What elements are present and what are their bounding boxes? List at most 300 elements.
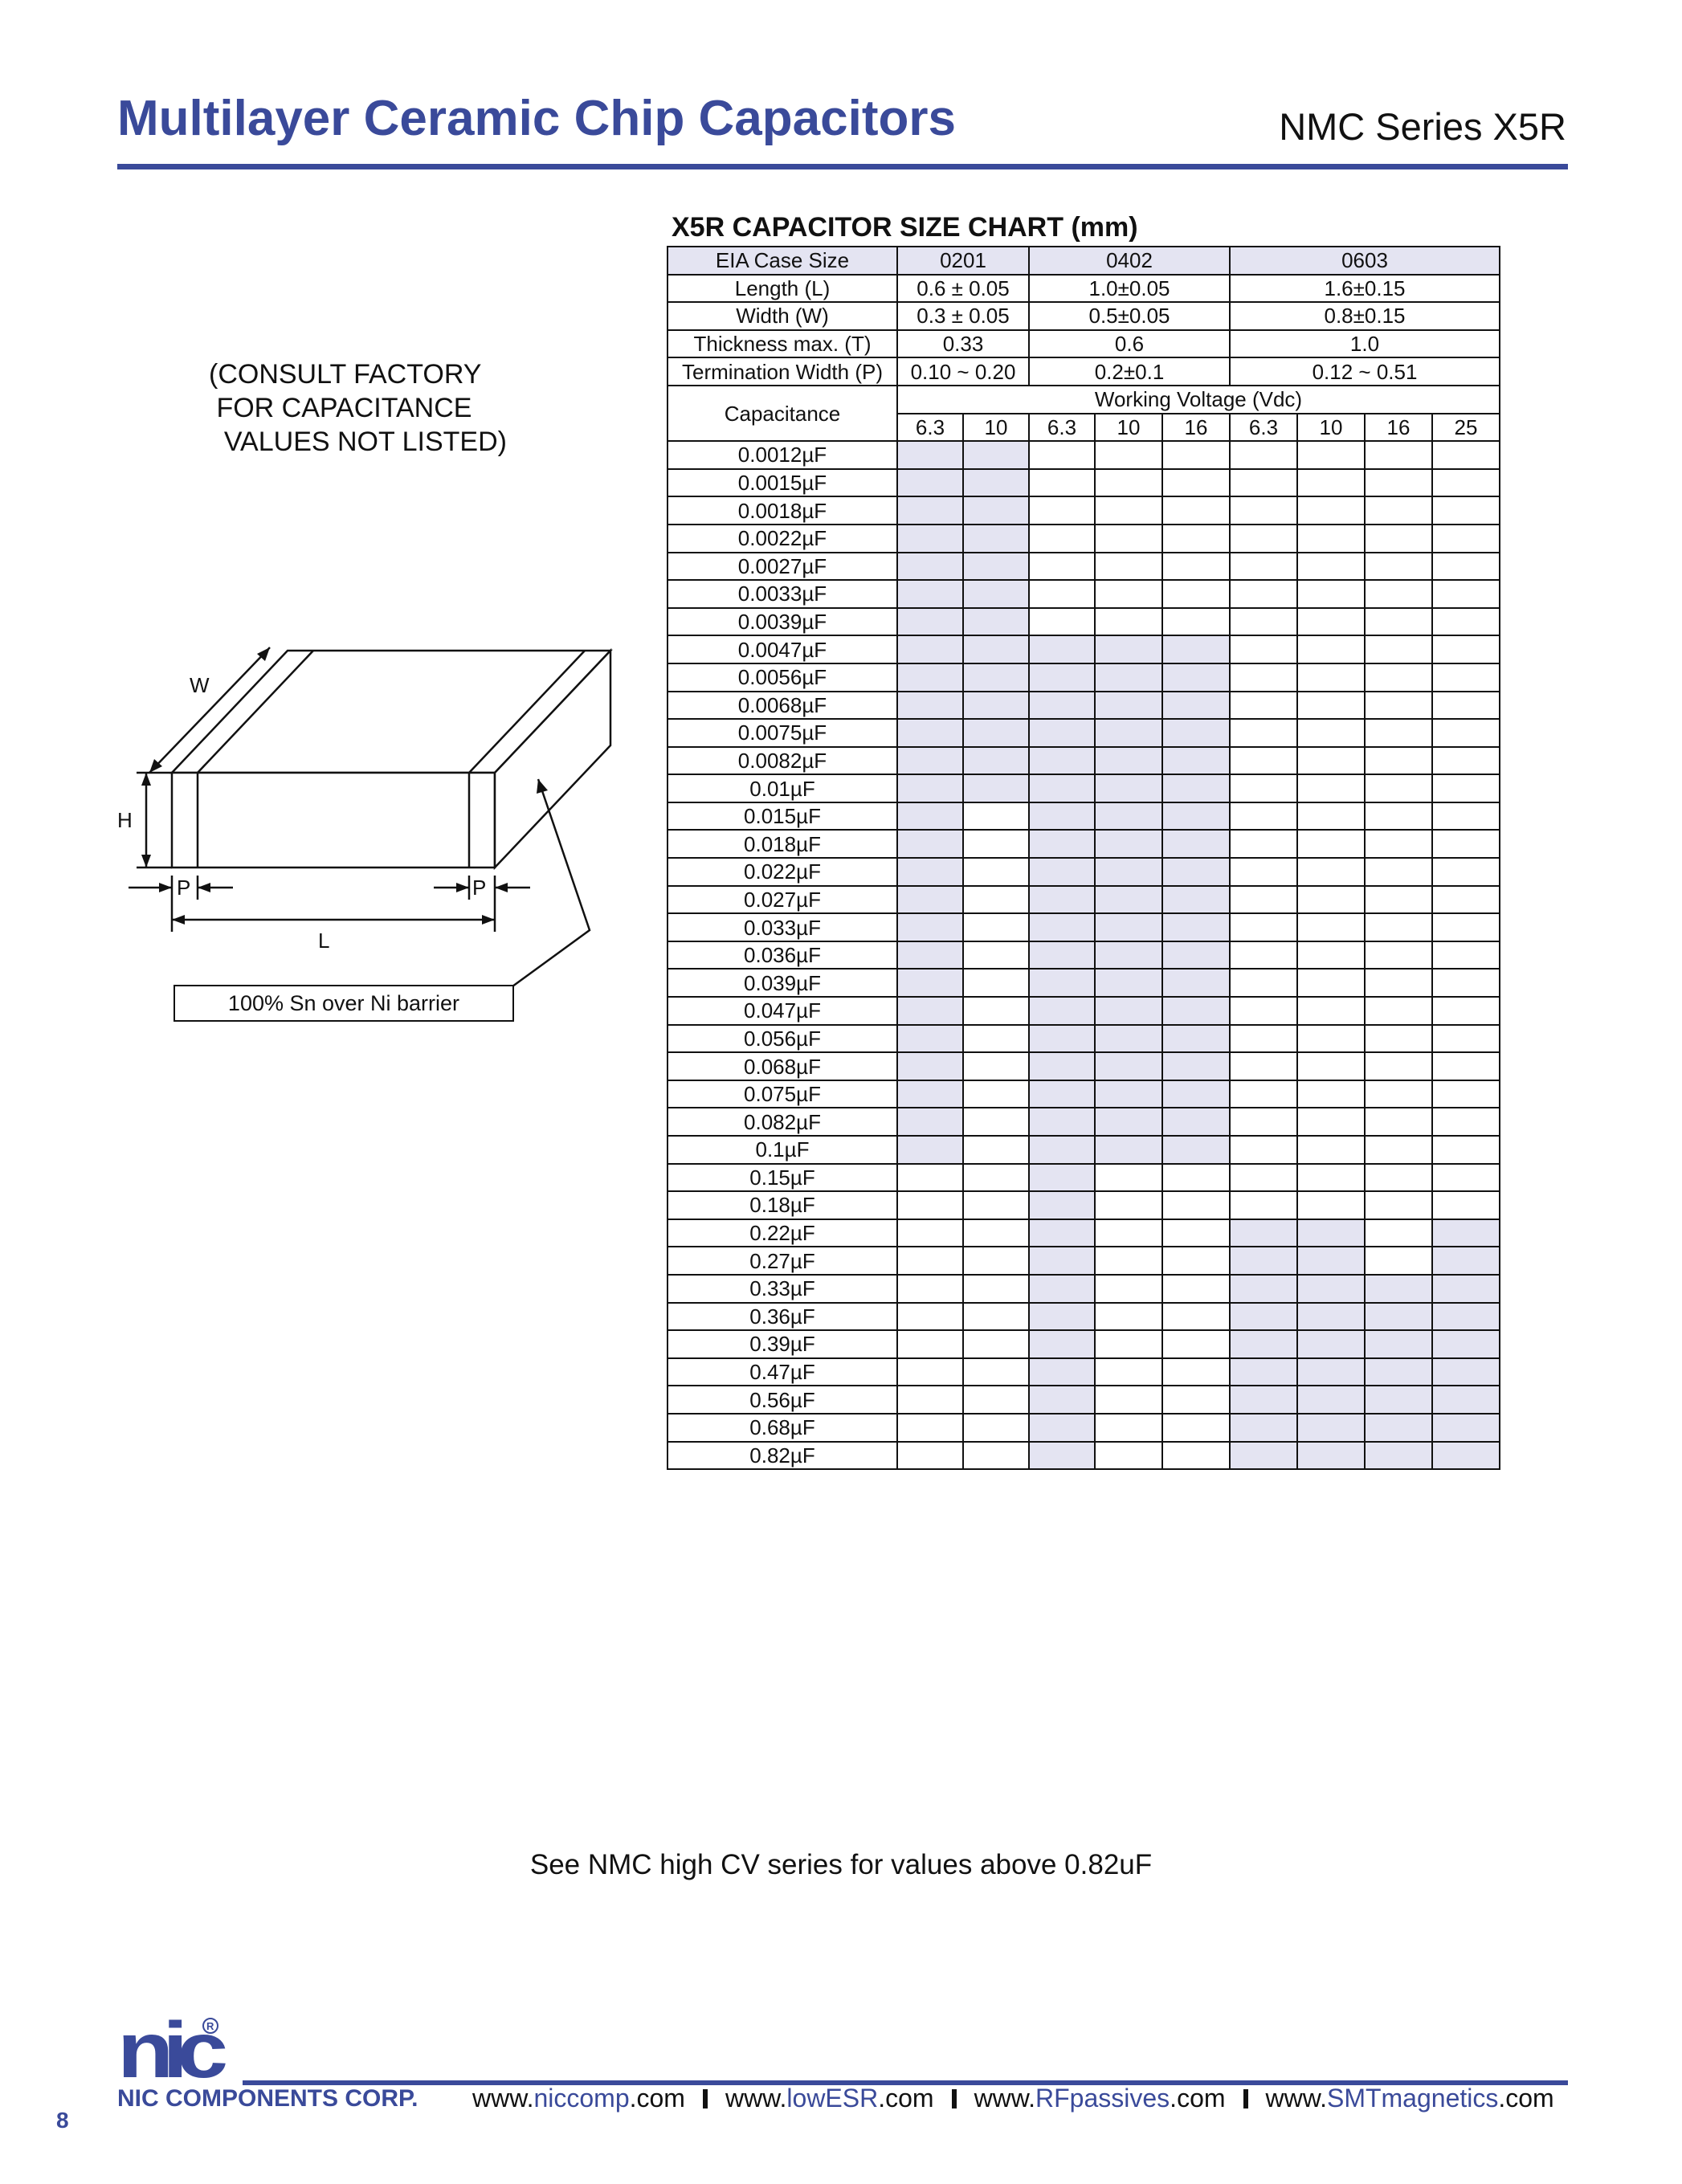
capacitance-row: [667, 553, 1500, 581]
empty-cell: [963, 1219, 1029, 1247]
empty-cell: [1297, 747, 1365, 775]
empty-cell: [1297, 802, 1365, 831]
available-cell: [1230, 1219, 1297, 1247]
empty-cell: [1230, 886, 1297, 914]
available-cell: [897, 913, 963, 941]
empty-cell: [897, 1303, 963, 1331]
available-cell: [1029, 913, 1095, 941]
empty-cell: [1230, 1136, 1297, 1164]
empty-cell: [1365, 635, 1432, 663]
empty-cell: [1095, 525, 1162, 553]
empty-cell: [1297, 1052, 1365, 1080]
available-cell: [963, 635, 1029, 663]
available-cell: [1029, 886, 1095, 914]
available-cell: [1432, 1330, 1500, 1358]
available-cell: [1095, 969, 1162, 997]
website-link-post: .com: [1170, 2084, 1226, 2113]
available-cell: [897, 802, 963, 831]
empty-cell: [897, 1275, 963, 1303]
empty-cell: [1297, 1164, 1365, 1192]
capacitance-row: [667, 1219, 1500, 1247]
empty-cell: [1365, 1136, 1432, 1164]
termination-0201: 0.10 ~ 0.20: [897, 357, 1029, 386]
empty-cell: [1297, 858, 1365, 886]
capacitance-row: [667, 997, 1500, 1025]
empty-cell: [1365, 1080, 1432, 1108]
available-cell: [1365, 1386, 1432, 1414]
empty-cell: [963, 1303, 1029, 1331]
available-cell: [1230, 1303, 1297, 1331]
empty-cell: [1365, 608, 1432, 636]
capacitance-value: 0.033µF: [667, 913, 897, 941]
empty-cell: [1297, 525, 1365, 553]
capacitance-row: [667, 496, 1500, 525]
size-chart-table: [667, 246, 1500, 1470]
empty-cell: [1432, 997, 1500, 1025]
empty-cell: [963, 913, 1029, 941]
empty-cell: [1432, 969, 1500, 997]
chart-title: X5R CAPACITOR SIZE CHART (mm): [672, 212, 1138, 243]
voltage-cell: 10: [963, 414, 1029, 442]
length-0201: 0.6 ± 0.05: [897, 275, 1029, 303]
empty-cell: [1230, 1108, 1297, 1136]
available-cell: [1029, 1136, 1095, 1164]
available-cell: [1432, 1414, 1500, 1442]
empty-cell: [897, 1247, 963, 1275]
available-cell: [1029, 802, 1095, 831]
website-link-post: .com: [878, 2084, 934, 2113]
empty-cell: [1162, 553, 1230, 581]
website-link-post: .com: [629, 2084, 685, 2113]
empty-cell: [1230, 1025, 1297, 1053]
empty-cell: [1162, 1358, 1230, 1386]
empty-cell: [1365, 858, 1432, 886]
available-cell: [1095, 1025, 1162, 1053]
available-cell: [1029, 1219, 1095, 1247]
empty-cell: [1365, 969, 1432, 997]
empty-cell: [1432, 580, 1500, 608]
empty-cell: [1095, 1219, 1162, 1247]
empty-cell: [963, 941, 1029, 970]
available-cell: [1029, 1025, 1095, 1053]
empty-cell: [1365, 1164, 1432, 1192]
empty-cell: [1230, 608, 1297, 636]
available-cell: [897, 941, 963, 970]
empty-cell: [1230, 1191, 1297, 1219]
capacitance-value: 0.39µF: [667, 1330, 897, 1358]
empty-cell: [1432, 774, 1500, 802]
available-cell: [1297, 1275, 1365, 1303]
empty-cell: [1432, 663, 1500, 692]
available-cell: [897, 1136, 963, 1164]
available-cell: [1029, 1442, 1095, 1470]
voltage-cell: 16: [1162, 414, 1230, 442]
voltage-cell: 6.3: [1230, 414, 1297, 442]
capacitance-value: 0.0018µF: [667, 496, 897, 525]
available-cell: [963, 525, 1029, 553]
available-cell: [1365, 1414, 1432, 1442]
available-cell: [1432, 1442, 1500, 1470]
available-cell: [1029, 663, 1095, 692]
available-cell: [1230, 1330, 1297, 1358]
empty-cell: [963, 830, 1029, 858]
available-cell: [1162, 692, 1230, 720]
empty-cell: [963, 886, 1029, 914]
capacitance-value: 0.0012µF: [667, 441, 897, 469]
capacitance-row: [667, 692, 1500, 720]
empty-cell: [1432, 635, 1500, 663]
link-separator: [952, 2089, 957, 2108]
empty-cell: [897, 1442, 963, 1470]
capacitance-value: 0.018µF: [667, 830, 897, 858]
empty-cell: [1432, 441, 1500, 469]
capacitance-row: [667, 1275, 1500, 1303]
empty-cell: [1297, 469, 1365, 497]
empty-cell: [1230, 692, 1297, 720]
empty-cell: [1095, 469, 1162, 497]
series-name: NMC Series X5R: [1279, 105, 1566, 148]
consult-note: (CONSULT FACTORY FOR CAPACITANCE VALUES NOT LISTED): [209, 359, 507, 457]
voltage-header-row: [667, 386, 1500, 414]
available-cell: [1162, 969, 1230, 997]
empty-cell: [963, 1414, 1029, 1442]
available-cell: [1029, 1108, 1095, 1136]
link-separator: [1243, 2089, 1248, 2108]
capacitance-value: 0.0015µF: [667, 469, 897, 497]
voltage-cell: 6.3: [897, 414, 963, 442]
available-cell: [1230, 1386, 1297, 1414]
available-cell: [1095, 1052, 1162, 1080]
capacitance-row: [667, 1052, 1500, 1080]
available-cell: [1095, 747, 1162, 775]
empty-cell: [1432, 1191, 1500, 1219]
empty-cell: [1432, 886, 1500, 914]
available-cell: [1095, 1108, 1162, 1136]
capacitance-value: 0.0068µF: [667, 692, 897, 720]
capacitance-value: 0.056µF: [667, 1025, 897, 1053]
available-cell: [897, 608, 963, 636]
empty-cell: [1162, 1219, 1230, 1247]
available-cell: [897, 747, 963, 775]
capacitance-row: [667, 941, 1500, 970]
empty-cell: [1365, 525, 1432, 553]
capacitance-row: [667, 1191, 1500, 1219]
empty-cell: [1230, 441, 1297, 469]
available-cell: [1029, 1164, 1095, 1192]
empty-cell: [1432, 608, 1500, 636]
empty-cell: [1029, 496, 1095, 525]
empty-cell: [1297, 1108, 1365, 1136]
thickness-0201: 0.33: [897, 330, 1029, 358]
empty-cell: [1095, 1330, 1162, 1358]
available-cell: [1162, 858, 1230, 886]
available-cell: [897, 469, 963, 497]
empty-cell: [1365, 553, 1432, 581]
empty-cell: [1095, 1442, 1162, 1470]
available-cell: [1029, 1303, 1095, 1331]
available-cell: [897, 663, 963, 692]
empty-cell: [1162, 1442, 1230, 1470]
thickness-label: Thickness max. (T): [667, 330, 897, 358]
empty-cell: [1162, 525, 1230, 553]
available-cell: [1095, 1080, 1162, 1108]
voltage-cell: 16: [1365, 414, 1432, 442]
termination-row: [667, 357, 1500, 386]
capacitance-row: [667, 719, 1500, 747]
capacitance-row: [667, 1303, 1500, 1331]
h-label: H: [117, 808, 133, 832]
company-name: NIC COMPONENTS CORP.: [117, 2085, 418, 2112]
capacitance-value: 0.33µF: [667, 1275, 897, 1303]
capacitance-value: 0.0082µF: [667, 747, 897, 775]
voltage-cell: 10: [1297, 414, 1365, 442]
empty-cell: [963, 1247, 1029, 1275]
empty-cell: [897, 1219, 963, 1247]
empty-cell: [1297, 886, 1365, 914]
capacitance-row: [667, 663, 1500, 692]
available-cell: [897, 969, 963, 997]
capacitance-value: 0.039µF: [667, 969, 897, 997]
website-link[interactable]: [1266, 2084, 1554, 2113]
empty-cell: [1432, 1136, 1500, 1164]
empty-cell: [1365, 580, 1432, 608]
capacitance-row: [667, 441, 1500, 469]
available-cell: [1365, 1330, 1432, 1358]
empty-cell: [963, 1136, 1029, 1164]
capacitance-row: [667, 1414, 1500, 1442]
capacitance-row: [667, 635, 1500, 663]
capacitance-row: [667, 774, 1500, 802]
empty-cell: [1365, 997, 1432, 1025]
length-0603: 1.6±0.15: [1230, 275, 1500, 303]
capacitance-value: 0.1µF: [667, 1136, 897, 1164]
empty-cell: [1432, 858, 1500, 886]
empty-cell: [1230, 969, 1297, 997]
available-cell: [1095, 802, 1162, 831]
capacitance-label: Capacitance: [667, 386, 897, 441]
available-cell: [1162, 1136, 1230, 1164]
working-voltage-label: Working Voltage (Vdc): [897, 386, 1500, 414]
empty-cell: [1297, 941, 1365, 970]
length-0402: 1.0±0.05: [1029, 275, 1230, 303]
empty-cell: [1230, 941, 1297, 970]
empty-cell: [1162, 1386, 1230, 1414]
available-cell: [897, 1052, 963, 1080]
case-0201: 0201: [897, 247, 1029, 275]
nic-logo: [117, 2016, 238, 2080]
available-cell: [1162, 802, 1230, 831]
empty-cell: [1365, 1108, 1432, 1136]
p-left-label: P: [177, 876, 191, 900]
empty-cell: [897, 1191, 963, 1219]
voltage-cell: 6.3: [1029, 414, 1095, 442]
available-cell: [1162, 997, 1230, 1025]
voltage-cell: 25: [1432, 414, 1500, 442]
empty-cell: [1230, 663, 1297, 692]
capacitance-row: [667, 1247, 1500, 1275]
empty-cell: [1029, 580, 1095, 608]
capacitance-value: 0.68µF: [667, 1414, 897, 1442]
empty-cell: [1365, 830, 1432, 858]
website-link-hl: SMTmagnetics: [1326, 2084, 1499, 2113]
empty-cell: [1162, 469, 1230, 497]
empty-cell: [1162, 441, 1230, 469]
capacitance-row: [667, 886, 1500, 914]
capacitance-value: 0.36µF: [667, 1303, 897, 1331]
capacitance-row: [667, 580, 1500, 608]
available-cell: [963, 553, 1029, 581]
capacitance-value: 0.0033µF: [667, 580, 897, 608]
empty-cell: [1432, 1108, 1500, 1136]
available-cell: [1029, 1414, 1095, 1442]
website-link-pre: www.: [725, 2084, 787, 2113]
empty-cell: [1297, 496, 1365, 525]
empty-cell: [1029, 525, 1095, 553]
empty-cell: [1162, 1303, 1230, 1331]
available-cell: [1029, 635, 1095, 663]
available-cell: [897, 553, 963, 581]
capacitance-row: [667, 802, 1500, 831]
available-cell: [1095, 719, 1162, 747]
l-label: L: [318, 929, 330, 953]
available-cell: [897, 635, 963, 663]
available-cell: [897, 692, 963, 720]
empty-cell: [1365, 1247, 1432, 1275]
empty-cell: [1432, 719, 1500, 747]
available-cell: [1095, 830, 1162, 858]
available-cell: [1095, 886, 1162, 914]
capacitance-value: 0.18µF: [667, 1191, 897, 1219]
capacitance-value: 0.47µF: [667, 1358, 897, 1386]
empty-cell: [963, 1358, 1029, 1386]
available-cell: [963, 774, 1029, 802]
empty-cell: [1095, 1303, 1162, 1331]
available-cell: [897, 886, 963, 914]
available-cell: [963, 608, 1029, 636]
empty-cell: [1365, 1191, 1432, 1219]
termination-finish-callout: 100% Sn over Ni barrier: [174, 985, 514, 1022]
capacitance-value: 0.075µF: [667, 1080, 897, 1108]
available-cell: [1029, 774, 1095, 802]
empty-cell: [1230, 525, 1297, 553]
website-link[interactable]: [974, 2084, 1226, 2113]
available-cell: [1432, 1386, 1500, 1414]
empty-cell: [1365, 1025, 1432, 1053]
available-cell: [1162, 886, 1230, 914]
website-link[interactable]: [725, 2084, 934, 2113]
available-cell: [1029, 858, 1095, 886]
capacitance-row: [667, 608, 1500, 636]
available-cell: [1230, 1275, 1297, 1303]
available-cell: [897, 997, 963, 1025]
capacitance-row: [667, 525, 1500, 553]
empty-cell: [1095, 441, 1162, 469]
website-link[interactable]: [472, 2084, 685, 2113]
empty-cell: [1230, 553, 1297, 581]
available-cell: [1095, 1136, 1162, 1164]
available-cell: [1365, 1358, 1432, 1386]
empty-cell: [1432, 830, 1500, 858]
empty-cell: [963, 1025, 1029, 1053]
empty-cell: [1297, 663, 1365, 692]
available-cell: [897, 1108, 963, 1136]
empty-cell: [1230, 774, 1297, 802]
available-cell: [1029, 1330, 1095, 1358]
empty-cell: [963, 1442, 1029, 1470]
w-label: W: [190, 673, 210, 697]
available-cell: [897, 1025, 963, 1053]
available-cell: [1162, 1052, 1230, 1080]
available-cell: [1230, 1414, 1297, 1442]
empty-cell: [1432, 553, 1500, 581]
empty-cell: [897, 1414, 963, 1442]
thickness-row: [667, 330, 1500, 358]
available-cell: [1365, 1275, 1432, 1303]
available-cell: [1297, 1442, 1365, 1470]
available-cell: [897, 1080, 963, 1108]
available-cell: [1095, 858, 1162, 886]
case-size-label: EIA Case Size: [667, 247, 897, 275]
empty-cell: [1365, 802, 1432, 831]
width-0201: 0.3 ± 0.05: [897, 302, 1029, 330]
empty-cell: [1230, 719, 1297, 747]
empty-cell: [1230, 747, 1297, 775]
available-cell: [897, 830, 963, 858]
available-cell: [1162, 663, 1230, 692]
empty-cell: [1432, 1025, 1500, 1053]
available-cell: [897, 580, 963, 608]
available-cell: [897, 774, 963, 802]
available-cell: [1029, 1080, 1095, 1108]
available-cell: [1095, 692, 1162, 720]
length-label: Length (L): [667, 275, 897, 303]
width-0402: 0.5±0.05: [1029, 302, 1230, 330]
capacitance-value: 0.0022µF: [667, 525, 897, 553]
empty-cell: [963, 1275, 1029, 1303]
empty-cell: [1230, 469, 1297, 497]
capacitance-row: [667, 1330, 1500, 1358]
empty-cell: [963, 1386, 1029, 1414]
empty-cell: [1230, 1080, 1297, 1108]
empty-cell: [1230, 913, 1297, 941]
capacitance-row: [667, 1442, 1500, 1470]
available-cell: [1095, 774, 1162, 802]
capacitance-value: 0.0075µF: [667, 719, 897, 747]
width-0603: 0.8±0.15: [1230, 302, 1500, 330]
available-cell: [897, 441, 963, 469]
capacitance-value: 0.27µF: [667, 1247, 897, 1275]
empty-cell: [1095, 553, 1162, 581]
available-cell: [1230, 1247, 1297, 1275]
available-cell: [963, 692, 1029, 720]
empty-cell: [963, 1330, 1029, 1358]
available-cell: [1162, 1025, 1230, 1053]
website-link-pre: www.: [974, 2084, 1036, 2113]
available-cell: [1095, 635, 1162, 663]
available-cell: [1162, 941, 1230, 970]
link-separator: [703, 2089, 708, 2108]
available-cell: [1162, 747, 1230, 775]
available-cell: [1029, 1275, 1095, 1303]
available-cell: [1029, 997, 1095, 1025]
available-cell: [1162, 1080, 1230, 1108]
empty-cell: [1297, 719, 1365, 747]
capacitance-value: 0.0047µF: [667, 635, 897, 663]
empty-cell: [1029, 469, 1095, 497]
empty-cell: [1432, 525, 1500, 553]
empty-cell: [1432, 1164, 1500, 1192]
empty-cell: [1297, 553, 1365, 581]
